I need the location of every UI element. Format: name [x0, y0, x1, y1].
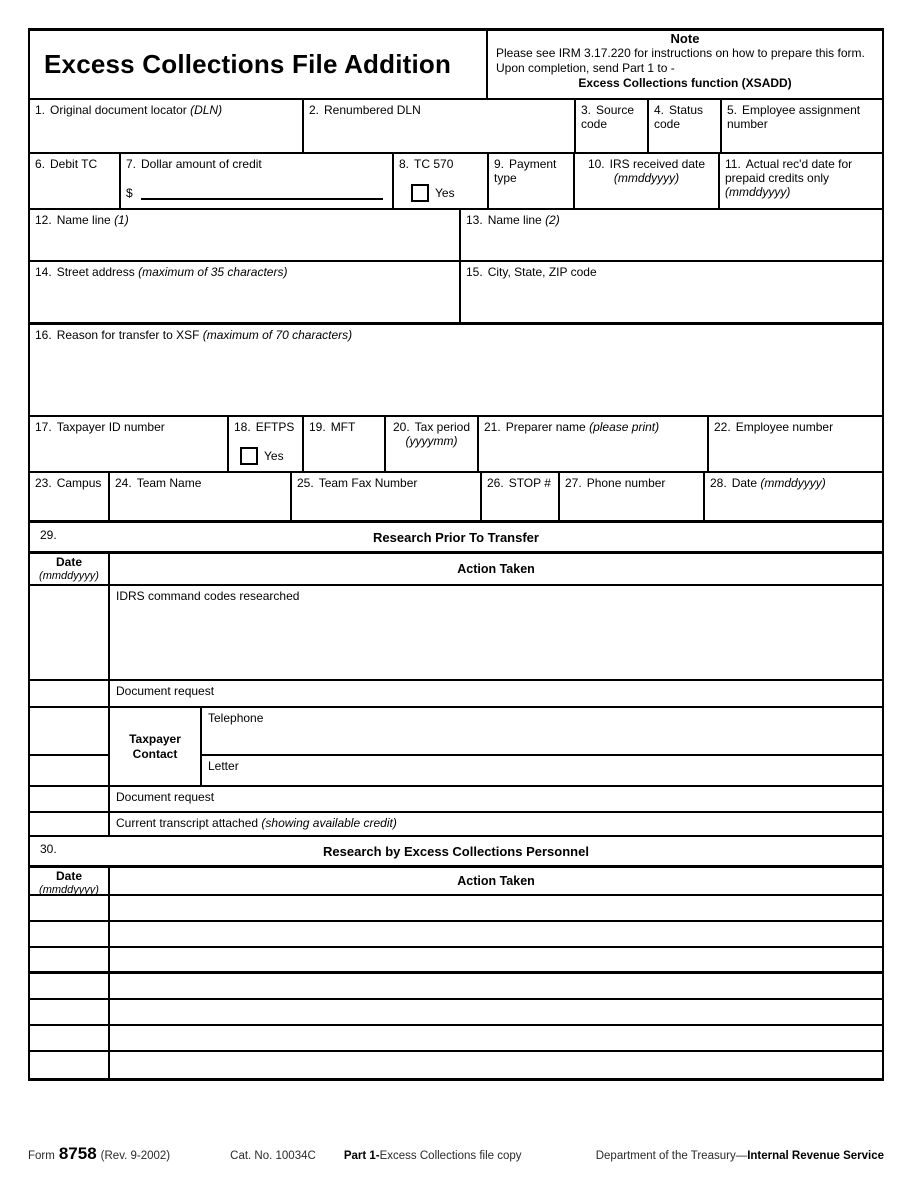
row-letter: Letter	[208, 759, 239, 773]
field-16-reason-for-transfer: 16. Reason for transfer to XSF (maximum of 70 characters)	[35, 328, 353, 342]
idrs-date-cell	[30, 586, 110, 679]
field-20-tax-period: 20. Tax period (yyyymm)	[386, 417, 479, 471]
transcript-date-cell	[30, 813, 110, 835]
footer-form-number: 8758	[58, 1144, 97, 1163]
research-row	[30, 1026, 882, 1052]
field-6-debit-tc: 6. Debit TC	[30, 154, 121, 208]
dollar-amount-entry	[126, 186, 387, 205]
footer-form-word: Form	[28, 1150, 55, 1162]
row-fields-23-28	[30, 473, 882, 523]
doc-request-2-action-cell: Document request	[116, 790, 215, 804]
tc570-yes-label: Yes	[435, 185, 455, 200]
field-10-irs-received-date: 10. IRS received date (mmddyyyy)	[575, 154, 720, 208]
note-box	[488, 31, 882, 98]
taxpayer-contact-date-cell	[30, 708, 110, 785]
field-13-name-line-2: 13. Name line (2)	[466, 213, 560, 227]
field-11-actual-recd-date: 11. Actual rec'd date for prepaid credits only (mmddyyyy)	[725, 157, 853, 200]
row-fields-1-5	[30, 100, 882, 154]
eftps-yes-label: Yes	[264, 448, 284, 463]
row-taxpayer-contact	[30, 708, 882, 787]
row-fields-14-15	[30, 262, 882, 325]
field-19-mft: 19. MFT	[304, 417, 386, 471]
idrs-action-cell: IDRS command codes researched	[116, 589, 300, 603]
row-telephone: Telephone	[202, 708, 882, 756]
field-18-eftps: 18. EFTPS Yes	[229, 417, 304, 471]
field-5-employee-assignment: 5. Employee assignment number	[727, 103, 861, 132]
section-29-title-row	[30, 523, 882, 554]
row-fields-17-22	[30, 417, 882, 473]
field-22-employee-number: 22. Employee number	[714, 420, 834, 434]
field-25-team-fax: 25. Team Fax Number	[292, 473, 482, 520]
field-8-tc-570: 8. TC 570 Yes	[394, 154, 489, 208]
transcript-action-cell: Current transcript attached (showing available credit)	[116, 816, 397, 830]
tc570-yes-option	[411, 184, 482, 205]
field-21-preparer-name: 21. Preparer name (please print)	[479, 417, 709, 471]
research-row	[30, 974, 882, 1000]
footer-department: Department of the Treasury—Internal Revenue Service	[595, 1150, 884, 1162]
note-body: Please see IRM 3.17.220 for instructions on how to prepare this form. Upon completion, send Part 1 to -	[496, 46, 865, 76]
research-row	[30, 922, 882, 948]
row-fields-6-11	[30, 154, 882, 210]
form-footer	[28, 1144, 884, 1164]
field-27-phone-number: 27. Phone number	[560, 473, 705, 520]
form-title: Excess Collections File Addition	[44, 49, 452, 79]
field-9-payment-type: 9. Payment type	[489, 154, 575, 208]
doc-request-1-date-cell	[30, 681, 110, 706]
eftps-yes-option	[240, 447, 297, 468]
dollar-sign: $	[126, 185, 133, 200]
section-29-date-header: Date (mmddyyyy)	[30, 554, 110, 584]
section-30-date-header: Date (mmddyyyy)	[30, 868, 110, 894]
field-26-stop-number: 26. STOP #	[482, 473, 560, 520]
dollar-amount-input-line[interactable]	[141, 186, 383, 200]
row-document-request-2	[30, 787, 882, 813]
section-29-action-header: Action Taken	[457, 562, 535, 576]
field-17-taxpayer-id: 17. Taxpayer ID number	[30, 417, 229, 471]
form-header	[30, 31, 882, 100]
field-2-renumbered-dln: 2. Renumbered DLN	[304, 100, 576, 152]
footer-revision: (Rev. 9-2002)	[100, 1150, 171, 1162]
row-field-16	[30, 325, 882, 417]
section-30-action-header: Action Taken	[457, 874, 535, 888]
field-14-street-address: 14. Street address (maximum of 35 characters)	[30, 262, 461, 322]
tc570-yes-checkbox[interactable]	[411, 184, 429, 202]
row-document-request-1	[30, 681, 882, 708]
field-23-campus: 23. Campus	[30, 473, 110, 520]
field-4-status-code: 4. Status code	[649, 100, 722, 152]
section-30-number: 30.	[40, 842, 57, 856]
field-1-original-dln: 1. Original document locator (DLN)	[30, 100, 304, 152]
row-idrs-research	[30, 586, 882, 681]
row-current-transcript	[30, 813, 882, 837]
footer-catalog-number: Cat. No. 10034C	[230, 1150, 316, 1162]
footer-part-label: Part 1-Excess Collections file copy	[343, 1150, 522, 1162]
form-8758	[28, 28, 884, 1081]
taxpayer-contact-label: Taxpayer Contact	[110, 708, 202, 785]
note-destination: Excess Collections function (XSADD)	[578, 76, 792, 91]
section-29-header	[30, 554, 882, 586]
section-30-title-row	[30, 837, 882, 868]
research-row	[30, 1000, 882, 1026]
doc-request-2-date-cell	[30, 787, 110, 811]
field-28-date: 28. Date (mmddyyyy)	[710, 476, 826, 490]
eftps-yes-checkbox[interactable]	[240, 447, 258, 465]
doc-request-1-action-cell: Document request	[116, 684, 215, 698]
section-30-title: Research by Excess Collections Personnel	[323, 843, 589, 859]
form-title-cell	[30, 31, 488, 98]
research-row	[30, 948, 882, 974]
research-row	[30, 896, 882, 922]
field-7-dollar-amount: 7. Dollar amount of credit $	[121, 154, 394, 208]
research-row	[30, 1052, 882, 1078]
note-heading: Note	[670, 31, 700, 46]
field-15-city-state-zip: 15. City, State, ZIP code	[466, 265, 597, 279]
section-29-number: 29.	[40, 528, 57, 542]
field-12-name-line-1: 12. Name line (1)	[30, 210, 461, 260]
row-fields-12-13	[30, 210, 882, 262]
section-30-header	[30, 868, 882, 896]
field-3-source-code: 3. Source code	[576, 100, 649, 152]
section-29-title: Research Prior To Transfer	[373, 529, 539, 545]
field-24-team-name: 24. Team Name	[110, 473, 292, 520]
